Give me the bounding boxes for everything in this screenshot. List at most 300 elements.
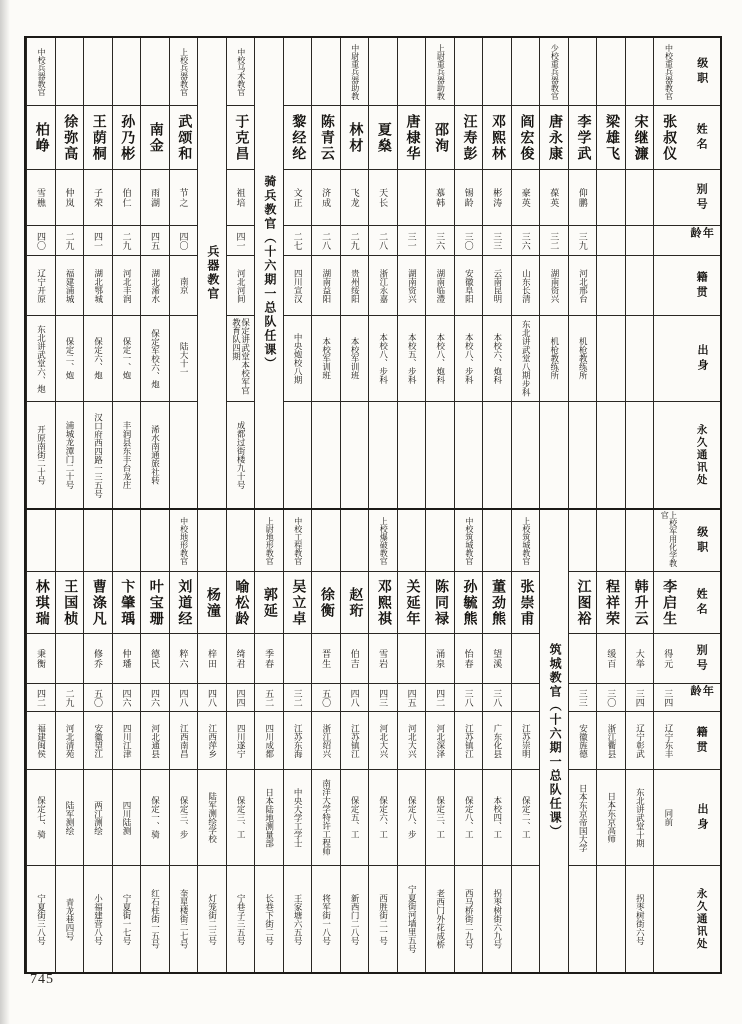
person-column	[482, 38, 511, 508]
rank-cell	[540, 38, 568, 106]
name-cell-text: 关延年	[404, 578, 420, 627]
background-cell	[626, 770, 654, 866]
rank-cell	[141, 510, 169, 572]
name-cell	[27, 106, 55, 170]
attribute-label-text: 永久通讯处	[695, 423, 707, 487]
person-column	[311, 38, 340, 508]
alias-cell	[626, 170, 654, 226]
background-cell-text: 保定八、步	[407, 796, 418, 839]
name-cell	[455, 572, 483, 634]
rank-cell	[369, 510, 397, 572]
person-column	[169, 510, 198, 972]
origin-cell	[113, 256, 141, 316]
background-cell	[569, 770, 597, 866]
rank-cell	[113, 510, 141, 572]
name-cell-text: 阎宏俊	[518, 113, 534, 162]
background-cell	[312, 770, 340, 866]
attribute-label	[682, 226, 720, 256]
person-column	[425, 38, 454, 508]
section-divider-column	[254, 38, 283, 508]
background-cell-text: 中央炮校八期	[293, 333, 304, 384]
attribute-label-text: 出身	[695, 802, 708, 833]
rank-cell	[626, 510, 654, 572]
alias-cell	[341, 634, 369, 684]
address-cell	[84, 402, 112, 508]
age-cell	[426, 226, 454, 256]
attribute-label-column	[682, 38, 720, 508]
rank-cell	[398, 510, 426, 572]
person-column	[83, 510, 112, 972]
origin-cell-text: 四川宣汉	[293, 268, 304, 303]
alias-cell-text: 慕韩	[435, 187, 446, 208]
origin-cell	[56, 256, 84, 316]
age-cell-text: 二八	[378, 231, 389, 250]
origin-cell-text: 河北丰润	[122, 268, 133, 303]
origin-cell	[113, 712, 141, 770]
name-cell	[483, 106, 511, 170]
name-cell-text: 王荫桐	[90, 113, 106, 162]
address-cell	[626, 402, 654, 508]
person-column	[653, 510, 682, 972]
age-cell	[512, 226, 540, 256]
address-cell	[369, 866, 397, 972]
name-cell-text: 武颂和	[176, 113, 192, 162]
name-cell-text: 李学武	[575, 113, 591, 162]
origin-cell-text: 湖北浠水	[150, 268, 161, 303]
age-cell	[369, 226, 397, 256]
address-cell	[56, 402, 84, 508]
attribute-label	[682, 316, 720, 402]
person-column	[625, 38, 654, 508]
background-cell	[341, 316, 369, 402]
person-column	[454, 38, 483, 508]
origin-cell-text: 浙江衢县	[606, 723, 617, 758]
background-cell-text: 机枪教练所	[578, 337, 589, 380]
background-cell	[284, 316, 312, 402]
alias-cell	[398, 634, 426, 684]
alias-cell-text: 彬涛	[492, 187, 503, 208]
age-cell	[255, 684, 283, 712]
name-cell	[113, 572, 141, 634]
background-cell-text: 本校五、步科	[407, 333, 418, 384]
address-cell	[398, 402, 426, 508]
alias-cell-text: 粹六	[178, 648, 189, 669]
origin-cell-text: 湖南资兴	[549, 268, 560, 303]
age-cell	[341, 226, 369, 256]
alias-cell-text: 修乔	[92, 648, 103, 669]
origin-cell-text: 河北大兴	[378, 723, 389, 758]
origin-cell-text: 安徽旌德	[578, 723, 589, 758]
background-cell-text: 南洋大学特许工程师	[321, 779, 332, 856]
name-cell	[626, 572, 654, 634]
name-cell	[426, 106, 454, 170]
page-number: 745	[30, 972, 54, 987]
address-cell	[654, 866, 682, 972]
address-cell	[113, 402, 141, 508]
name-cell	[483, 572, 511, 634]
name-cell-text: 唐棣华	[404, 113, 420, 162]
address-cell-text: 宁巷子三五号	[236, 893, 247, 945]
background-cell	[483, 770, 511, 866]
address-cell	[654, 402, 682, 508]
rank-cell	[227, 38, 255, 106]
alias-cell-text: 济成	[321, 187, 332, 208]
rank-cell-text: 上校爆破教官	[379, 516, 389, 565]
person-column	[568, 510, 597, 972]
background-cell	[312, 316, 340, 402]
age-cell-text: 四六	[150, 688, 160, 707]
alias-cell-text: 雪樵	[35, 187, 46, 208]
address-cell	[312, 866, 340, 972]
address-cell-text: 新西门二八号	[350, 893, 361, 945]
address-cell	[56, 866, 84, 972]
background-cell-text: 东北讲武堂六、炮	[36, 324, 47, 393]
alias-cell-text: 节之	[178, 187, 189, 208]
alias-cell	[369, 634, 397, 684]
origin-cell	[312, 712, 340, 770]
background-cell	[284, 770, 312, 866]
address-cell-text: 开原南街二十号	[36, 425, 47, 485]
attribute-label	[682, 770, 720, 866]
alias-cell-text: 望溪	[492, 648, 503, 669]
address-cell-text: 西马桥街二九号	[464, 889, 475, 949]
background-cell-text: 保定七、骑	[36, 796, 47, 839]
origin-cell	[426, 712, 454, 770]
rank-cell	[113, 38, 141, 106]
alias-cell-text: 仲岚	[64, 187, 75, 208]
attribute-label	[682, 170, 720, 226]
alias-cell	[255, 634, 283, 684]
section-title-text: 兵器教官	[205, 245, 220, 301]
background-cell	[56, 316, 84, 402]
origin-cell	[654, 712, 682, 770]
age-cell-text: 二九	[64, 231, 75, 250]
name-cell	[84, 106, 112, 170]
background-cell	[27, 316, 55, 402]
background-cell-text: 日本陆地测量部	[264, 787, 275, 848]
age-cell-text: 三三	[492, 231, 503, 250]
person-column	[340, 38, 369, 508]
origin-cell	[227, 256, 255, 316]
address-cell-text: 汉口府西四路一三五号	[93, 412, 104, 498]
rank-cell	[255, 510, 283, 572]
background-cell-text: 本校四、工	[492, 796, 503, 839]
alias-cell	[341, 170, 369, 226]
rank-cell	[312, 38, 340, 106]
name-cell-text: 黎经纶	[290, 113, 306, 162]
origin-cell-text: 河北深泽	[435, 723, 446, 758]
background-cell	[227, 770, 255, 866]
age-cell	[227, 226, 255, 256]
person-column	[112, 510, 141, 972]
alias-cell-text: 缓百	[606, 648, 617, 669]
name-cell	[170, 572, 198, 634]
rank-cell	[512, 38, 540, 106]
origin-cell-text: 河北邢台	[578, 268, 589, 303]
rank-cell	[654, 38, 682, 106]
attribute-label-text: 姓名	[695, 587, 708, 618]
background-cell	[426, 316, 454, 402]
attribute-label-text: 级职	[695, 56, 708, 87]
name-cell	[341, 106, 369, 170]
alias-cell	[512, 170, 540, 226]
age-cell-text: 三二	[549, 231, 560, 250]
alias-cell-text: 德民	[150, 648, 160, 669]
age-cell	[227, 684, 255, 712]
age-cell-text: 四〇	[35, 231, 46, 250]
attribute-label-text: 别号	[695, 643, 708, 674]
address-cell	[84, 866, 112, 972]
origin-cell	[398, 712, 426, 770]
name-cell	[455, 106, 483, 170]
name-cell-text: 喻松龄	[233, 578, 249, 627]
alias-cell-text: 飞龙	[349, 187, 360, 208]
age-cell	[654, 226, 682, 256]
rank-cell-text: 中尉重兵器助教	[350, 43, 360, 100]
origin-cell-text: 山东长清	[521, 268, 532, 303]
background-cell	[654, 770, 682, 866]
name-cell-text: 夏燊	[375, 121, 391, 154]
origin-cell	[654, 256, 682, 316]
person-column	[140, 38, 169, 508]
name-cell-text: 郭延	[261, 586, 277, 619]
age-cell-text: 四二	[435, 688, 446, 707]
alias-cell-text: 祖培	[235, 187, 246, 208]
name-cell-text: 南金	[147, 121, 163, 154]
background-cell	[455, 316, 483, 402]
background-cell-text: 保定军校六、炮	[150, 328, 161, 389]
background-cell-text: 保定八、工	[464, 796, 475, 839]
alias-cell-text: 子荣	[92, 187, 103, 208]
address-cell-text: 长巷下街二号	[264, 893, 275, 945]
address-cell-text: 丰润县东丰台龙庄	[122, 421, 133, 489]
name-cell-text: 董劲熊	[489, 578, 505, 627]
roster-table-bottom	[24, 508, 722, 974]
origin-cell-text: 浙江绍兴	[321, 723, 332, 758]
name-cell-text: 邵洵	[432, 121, 448, 154]
origin-cell	[369, 712, 397, 770]
address-cell-text: 拐枣树街六九号	[492, 889, 503, 949]
origin-cell	[284, 712, 312, 770]
person-column	[397, 510, 426, 972]
age-cell	[27, 226, 55, 256]
background-cell	[512, 770, 540, 866]
alias-cell	[626, 634, 654, 684]
origin-cell-text: 河北清苑	[65, 723, 76, 758]
age-cell-text: 四八	[207, 688, 218, 707]
age-cell-text: 三〇	[463, 231, 474, 250]
alias-cell	[84, 634, 112, 684]
name-cell	[255, 572, 283, 634]
age-cell-text: 三八	[463, 688, 474, 707]
alias-cell	[455, 170, 483, 226]
rank-cell	[483, 510, 511, 572]
person-column	[511, 510, 540, 972]
age-cell	[569, 684, 597, 712]
person-column	[55, 510, 84, 972]
alias-cell	[84, 170, 112, 226]
origin-cell	[141, 712, 169, 770]
name-cell	[597, 106, 625, 170]
section-title-text: 筑城教官（十六期一总队任课）	[548, 643, 563, 839]
origin-cell-text: 湖南益阳	[321, 268, 332, 303]
background-cell-text: 同前	[663, 809, 674, 826]
alias-cell	[170, 170, 198, 226]
origin-cell	[626, 256, 654, 316]
person-column	[340, 510, 369, 972]
alias-cell-text: 伯吉	[349, 648, 360, 669]
rank-cell	[426, 38, 454, 106]
name-cell	[626, 106, 654, 170]
address-cell	[170, 402, 198, 508]
address-cell	[512, 866, 540, 972]
address-cell	[341, 866, 369, 972]
origin-cell	[455, 256, 483, 316]
person-column	[169, 38, 198, 508]
person-column	[511, 38, 540, 508]
origin-cell-text: 河北河间	[236, 268, 247, 303]
background-cell	[398, 316, 426, 402]
age-cell	[312, 226, 340, 256]
background-cell	[597, 770, 625, 866]
age-cell-text: 三六	[520, 231, 531, 250]
address-cell-text: 宁夏街河墙里五号	[407, 885, 418, 953]
origin-cell	[341, 712, 369, 770]
address-cell	[141, 866, 169, 972]
alias-cell	[654, 170, 682, 226]
name-cell-text: 江图裕	[575, 578, 591, 627]
alias-cell	[284, 170, 312, 226]
name-cell	[569, 572, 597, 634]
attribute-label	[682, 38, 720, 106]
background-cell	[483, 316, 511, 402]
name-cell	[227, 572, 255, 634]
person-column	[140, 510, 169, 972]
age-cell	[455, 226, 483, 256]
name-cell-text: 孙乃彬	[119, 113, 135, 162]
age-cell	[341, 684, 369, 712]
rank-cell	[569, 38, 597, 106]
age-cell	[569, 226, 597, 256]
rank-cell	[84, 38, 112, 106]
section-title	[540, 510, 568, 972]
alias-cell-text: 怡春	[463, 648, 474, 669]
origin-cell-text: 辽宁开原	[36, 268, 47, 303]
name-cell-text: 程祥荣	[604, 578, 620, 627]
background-cell	[170, 316, 198, 402]
age-cell	[398, 226, 426, 256]
rank-cell-text: 中校地形教官	[179, 516, 189, 565]
age-cell-text: 四二	[35, 688, 46, 707]
attribute-label-text: 别号	[695, 182, 708, 213]
attribute-label	[682, 572, 720, 634]
address-cell-text: 将军街一八号	[321, 893, 332, 945]
age-cell-text: 四〇	[178, 231, 189, 250]
alias-cell	[27, 170, 55, 226]
age-cell-text: 二九	[64, 688, 75, 707]
rank-cell-text: 中校马术教官	[236, 47, 246, 96]
rank-cell	[455, 510, 483, 572]
name-cell	[369, 106, 397, 170]
origin-cell-text: 湖北鄂城	[93, 268, 104, 303]
origin-cell	[141, 256, 169, 316]
background-cell-text: 保定六、炮	[93, 337, 104, 380]
background-cell-text: 保定五、工	[350, 796, 361, 839]
background-cell	[113, 316, 141, 402]
person-column	[311, 510, 340, 972]
attribute-label-text: 永久通讯处	[695, 887, 707, 951]
rank-cell	[170, 38, 198, 106]
rank-cell	[84, 510, 112, 572]
origin-cell	[56, 712, 84, 770]
attribute-label-text: 年龄	[689, 226, 714, 242]
background-cell	[227, 316, 255, 402]
age-cell	[455, 684, 483, 712]
rank-cell	[569, 510, 597, 572]
name-cell-text: 宋继濂	[632, 113, 648, 162]
person-column	[454, 510, 483, 972]
background-cell	[626, 316, 654, 402]
name-cell	[597, 572, 625, 634]
address-cell-text: 宁夏街一七号	[122, 893, 133, 945]
origin-cell-text: 贵州绥阳	[350, 268, 361, 303]
name-cell	[113, 106, 141, 170]
rank-cell	[56, 510, 84, 572]
address-cell-text: 红石柱街一五号	[150, 889, 161, 949]
rank-cell-text: 上校兵器教官	[179, 47, 189, 96]
origin-cell-text: 安徽阜阳	[464, 268, 475, 303]
age-cell-text: 五二	[264, 688, 275, 707]
name-cell-text: 韩升云	[632, 578, 648, 627]
background-cell-text: 保定三、工	[435, 796, 446, 839]
person-column	[596, 38, 625, 508]
address-cell	[141, 402, 169, 508]
background-cell-text: 保定六、工	[378, 796, 389, 839]
alias-cell-text: 涌泉	[435, 648, 446, 669]
age-cell-text: 二八	[321, 231, 332, 250]
address-cell	[398, 866, 426, 972]
background-cell-text: 保定一、炮	[122, 337, 133, 380]
name-cell-text: 叶宝珊	[147, 578, 163, 627]
alias-cell-text: 梓田	[207, 648, 218, 669]
background-cell	[84, 316, 112, 402]
rank-cell	[284, 38, 312, 106]
person-column	[425, 510, 454, 972]
address-cell	[569, 866, 597, 972]
rank-cell	[170, 510, 198, 572]
address-cell	[255, 866, 283, 972]
rank-cell	[512, 510, 540, 572]
name-cell-text: 徐衡	[318, 586, 334, 619]
age-cell-text: 四五	[406, 688, 417, 707]
alias-cell-text: 秉衡	[35, 648, 46, 669]
person-column	[55, 38, 84, 508]
attribute-label-text: 年龄	[689, 684, 714, 700]
alias-cell-text: 雪岩	[378, 648, 389, 669]
origin-cell-text: 福建闽侯	[36, 723, 47, 758]
age-cell-text: 四五	[150, 231, 160, 250]
origin-cell	[597, 712, 625, 770]
alias-cell	[512, 634, 540, 684]
name-cell	[84, 572, 112, 634]
origin-cell-text: 江苏镇江	[350, 723, 361, 758]
address-cell-text: 浠水南通旅社转	[150, 425, 161, 485]
origin-cell-text: 辽宁彰武	[635, 723, 646, 758]
attribute-label	[682, 106, 720, 170]
age-cell-text: 三四	[663, 688, 674, 707]
name-cell	[312, 106, 340, 170]
alias-cell	[198, 634, 226, 684]
